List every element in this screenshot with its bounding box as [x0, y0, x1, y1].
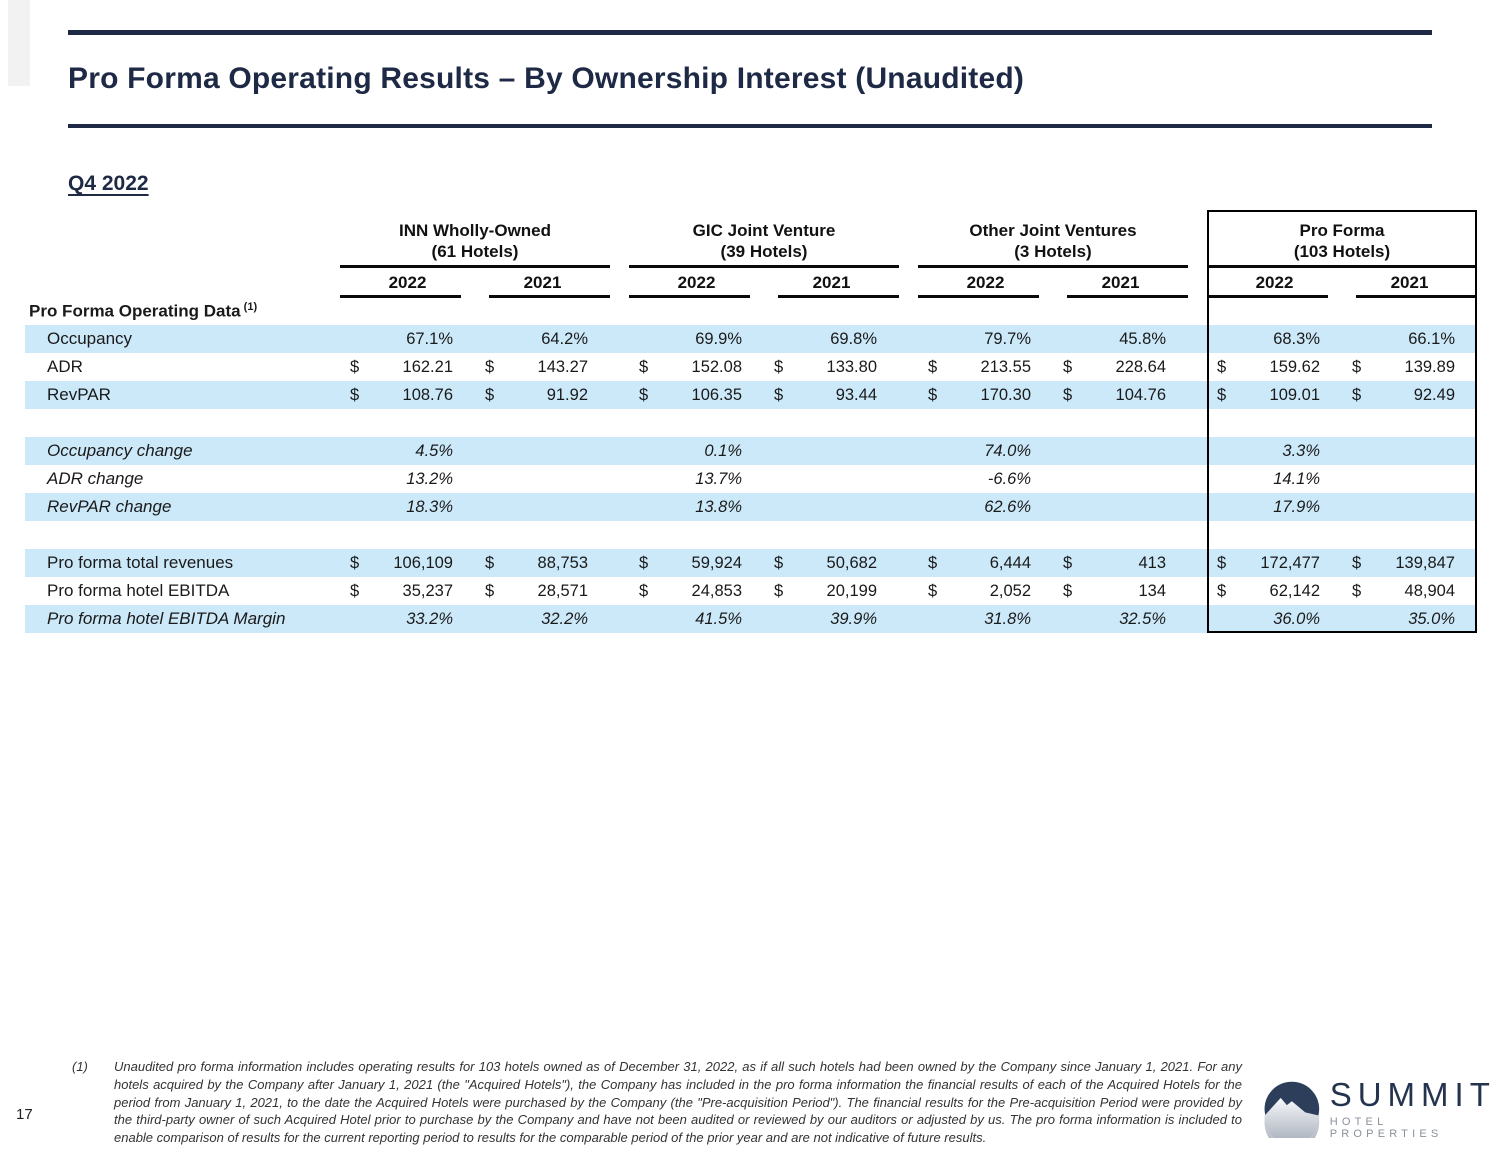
row-label: Occupancy — [47, 329, 133, 348]
group-name: INN Wholly-Owned — [398, 221, 552, 240]
cell-value: 32.5% — [1119, 609, 1166, 628]
cell-value: 35.0% — [1408, 609, 1455, 628]
group-hotel-count: (103 Hotels) — [1293, 242, 1391, 261]
cell-value: 67.1% — [406, 329, 453, 348]
logo-name: SUMMIT — [1329, 1076, 1496, 1113]
year-header — [1207, 268, 1342, 298]
cell-value: 106.35 — [691, 385, 742, 404]
value-cell — [1342, 610, 1477, 629]
cell-value: 24,853 — [691, 581, 742, 600]
currency-symbol: $ — [928, 553, 938, 572]
currency-symbol: $ — [1352, 581, 1362, 600]
value-cell — [764, 358, 899, 377]
value-cell — [1207, 330, 1342, 349]
value-cell — [918, 330, 1053, 349]
value-cell — [340, 554, 475, 573]
footnote-text: Unaudited pro forma information includes operating results for 103 hotels owned as of December 31, 2022, as if all such hotels had been owned by the Company since January 1, 2021. For any hotels acquired by the Company after January 1, 2021 (the "Acquired Hotels"), the Company has included in the pro forma information the financial results of each of the Acquired Hotels for the period from January 1, 2021, to the date the Acquired Hotels were purchased by the Company (the "Pre-acquisition Period"). The financial results for the Pre-acquisition Period were provided by the third-party owner of such Acquired Hotel prior to purchase by the Company and have not been audited or reviewed by our auditors or adjusted by us. The pro forma information is included to enable comparison of results for the current reporting period to results for the comparable period of the prior year and are not indicative of future results. — [114, 1059, 1242, 1146]
value-cell — [1207, 610, 1342, 629]
cell-value: 59,924 — [691, 553, 742, 572]
currency-symbol: $ — [350, 553, 360, 572]
column-group-header — [918, 216, 1188, 268]
table-row — [25, 549, 1477, 577]
cell-value: 134 — [1138, 581, 1166, 600]
corner-accent — [8, 0, 30, 86]
cell-value: 62,142 — [1269, 581, 1320, 600]
year-header — [340, 268, 475, 298]
value-cell — [629, 386, 764, 405]
group-hotel-count: (3 Hotels) — [1014, 242, 1092, 261]
currency-symbol: $ — [1063, 553, 1073, 572]
value-cell — [475, 330, 610, 349]
cell-value: 213.55 — [980, 357, 1031, 376]
value-cell — [918, 498, 1053, 517]
year-header — [1342, 268, 1477, 298]
section-header-row — [25, 298, 1477, 325]
value-cell — [1207, 442, 1342, 461]
page-number: 17 — [16, 1106, 33, 1123]
currency-symbol: $ — [1217, 357, 1227, 376]
period-label: Q4 2022 — [68, 172, 149, 195]
cell-value: 139,847 — [1395, 553, 1455, 572]
title-rule-bottom — [68, 124, 1432, 128]
value-cell — [764, 330, 899, 349]
table-row — [25, 605, 1477, 633]
table-row — [25, 325, 1477, 353]
row-label: RevPAR — [47, 385, 111, 404]
value-cell — [475, 554, 610, 573]
footnote-marker: (1) — [240, 301, 258, 314]
cell-value: 41.5% — [695, 609, 742, 628]
value-cell — [1207, 582, 1342, 601]
value-cell — [1207, 358, 1342, 377]
title-rule-top — [68, 30, 1432, 35]
cell-value: 74.0% — [984, 441, 1031, 460]
cell-value: 28,571 — [537, 581, 588, 600]
value-cell — [340, 610, 475, 629]
row-label: Pro Forma Operating Data $^{(1)}$ — [29, 301, 258, 321]
cell-value: 159.62 — [1269, 357, 1320, 376]
table-row — [25, 577, 1477, 605]
cell-value: 36.0% — [1273, 609, 1320, 628]
value-cell — [1053, 582, 1188, 601]
currency-symbol: $ — [350, 581, 360, 600]
page-title: Pro Forma Operating Results – By Ownership Interest (Unaudited) — [68, 62, 1025, 95]
cell-value: 91.92 — [546, 385, 588, 404]
year-header — [1053, 268, 1188, 298]
table-row — [25, 437, 1477, 465]
value-cell — [340, 470, 475, 489]
group-name: Other Joint Ventures — [969, 221, 1137, 240]
cell-value: 69.9% — [695, 329, 742, 348]
currency-symbol: $ — [350, 385, 360, 404]
currency-symbol: $ — [1352, 553, 1362, 572]
value-cell — [629, 582, 764, 601]
value-cell — [340, 358, 475, 377]
year-header — [764, 268, 899, 298]
value-cell — [629, 610, 764, 629]
value-cell — [918, 610, 1053, 629]
cell-value: 106,109 — [393, 553, 453, 572]
cell-value: -6.6% — [987, 469, 1031, 488]
table-row — [25, 465, 1477, 493]
year-label: 2021 — [523, 273, 562, 292]
row-label: Pro forma total revenues — [47, 553, 234, 572]
column-group-header — [629, 216, 899, 268]
value-cell — [1207, 470, 1342, 489]
value-cell — [1342, 358, 1477, 377]
year-label: 2021 — [812, 273, 851, 292]
value-cell — [475, 610, 610, 629]
row-label: Pro forma hotel EBITDA Margin — [47, 609, 286, 628]
value-cell — [918, 442, 1053, 461]
value-cell — [918, 386, 1053, 405]
cell-value: 92.49 — [1413, 385, 1455, 404]
cell-value: 133.80 — [826, 357, 877, 376]
row-label: RevPAR change — [47, 497, 172, 516]
year-label: 2021 — [1390, 273, 1429, 292]
cell-value: 108.76 — [402, 385, 453, 404]
row-label: Occupancy change — [47, 441, 193, 460]
currency-symbol: $ — [485, 357, 495, 376]
currency-symbol: $ — [1217, 553, 1227, 572]
row-label: Pro forma hotel EBITDA — [47, 581, 230, 600]
value-cell — [1053, 610, 1188, 629]
value-cell — [1207, 498, 1342, 517]
logo-text — [1330, 1078, 1500, 1140]
value-cell — [764, 610, 899, 629]
logo-tagline: HOTEL PROPERTIES — [1329, 1116, 1443, 1140]
cell-value: 6,444 — [989, 553, 1031, 572]
summit-mountain-icon — [1264, 1080, 1320, 1138]
cell-value: 68.3% — [1273, 329, 1320, 348]
cell-value: 79.7% — [984, 329, 1031, 348]
currency-symbol: $ — [774, 357, 784, 376]
year-header — [475, 268, 610, 298]
value-cell — [918, 554, 1053, 573]
currency-symbol: $ — [928, 357, 938, 376]
value-cell — [1053, 358, 1188, 377]
currency-symbol: $ — [639, 385, 649, 404]
value-cell — [475, 386, 610, 405]
cell-value: 139.89 — [1404, 357, 1455, 376]
cell-value: 64.2% — [541, 329, 588, 348]
value-cell — [629, 498, 764, 517]
cell-value: 35,237 — [402, 581, 453, 600]
table-header — [25, 210, 1477, 298]
value-cell — [475, 358, 610, 377]
value-cell — [764, 582, 899, 601]
year-header — [918, 268, 1053, 298]
year-label: 2022 — [1255, 273, 1294, 292]
currency-symbol: $ — [1063, 581, 1073, 600]
table-row — [25, 381, 1477, 409]
cell-value: 413 — [1138, 553, 1166, 572]
summit-logo — [1264, 1078, 1500, 1140]
cell-value: 17.9% — [1273, 497, 1320, 516]
spacer-row — [25, 521, 1477, 549]
value-cell — [918, 582, 1053, 601]
value-cell — [340, 330, 475, 349]
value-cell — [1342, 330, 1477, 349]
cell-value: 2,052 — [989, 581, 1031, 600]
value-cell — [1342, 582, 1477, 601]
value-cell — [340, 386, 475, 405]
value-cell — [629, 330, 764, 349]
value-cell — [1207, 386, 1342, 405]
cell-value: 33.2% — [406, 609, 453, 628]
operating-results-table — [25, 210, 1477, 633]
value-cell — [1207, 554, 1342, 573]
value-cell — [340, 582, 475, 601]
value-cell — [340, 498, 475, 517]
year-label: 2021 — [1101, 273, 1140, 292]
cell-value: 62.6% — [984, 497, 1031, 516]
value-cell — [629, 358, 764, 377]
value-cell — [918, 358, 1053, 377]
footnote — [72, 1058, 1242, 1147]
currency-symbol: $ — [639, 581, 649, 600]
cell-value: 48,904 — [1404, 581, 1455, 600]
value-cell — [629, 442, 764, 461]
row-label: ADR — [47, 357, 83, 376]
year-label: 2022 — [677, 273, 716, 292]
currency-symbol: $ — [1217, 581, 1227, 600]
currency-symbol: $ — [485, 553, 495, 572]
cell-value: 32.2% — [541, 609, 588, 628]
cell-value: 162.21 — [402, 357, 453, 376]
value-cell — [1342, 554, 1477, 573]
group-hotel-count: (61 Hotels) — [431, 242, 519, 261]
group-name: Pro Forma — [1299, 221, 1385, 240]
currency-symbol: $ — [1063, 357, 1073, 376]
value-cell — [475, 582, 610, 601]
currency-symbol: $ — [1352, 385, 1362, 404]
currency-symbol: $ — [1352, 357, 1362, 376]
group-name: GIC Joint Venture — [692, 221, 836, 240]
spacer-row — [25, 409, 1477, 437]
cell-value: 0.1% — [704, 441, 742, 460]
value-cell — [1342, 386, 1477, 405]
cell-value: 170.30 — [980, 385, 1031, 404]
cell-value: 66.1% — [1408, 329, 1455, 348]
cell-value: 69.8% — [830, 329, 877, 348]
value-cell — [340, 442, 475, 461]
cell-value: 143.27 — [537, 357, 588, 376]
value-cell — [1053, 386, 1188, 405]
year-header — [629, 268, 764, 298]
cell-value: 104.76 — [1115, 385, 1166, 404]
cell-value: 13.7% — [695, 469, 742, 488]
cell-value: 50,682 — [826, 553, 877, 572]
value-cell — [764, 386, 899, 405]
value-cell — [1053, 330, 1188, 349]
footnote-ref: (1) — [72, 1059, 88, 1074]
currency-symbol: $ — [774, 553, 784, 572]
cell-value: 228.64 — [1115, 357, 1166, 376]
value-cell — [1053, 554, 1188, 573]
cell-value: 39.9% — [830, 609, 877, 628]
column-group-header — [1207, 216, 1477, 268]
cell-value: 13.8% — [695, 497, 742, 516]
currency-symbol: $ — [928, 385, 938, 404]
currency-symbol: $ — [485, 581, 495, 600]
year-label: 2022 — [966, 273, 1005, 292]
cell-value: 93.44 — [835, 385, 877, 404]
cell-value: 4.5% — [415, 441, 453, 460]
currency-symbol: $ — [639, 553, 649, 572]
cell-value: 18.3% — [406, 497, 453, 516]
value-cell — [629, 554, 764, 573]
table-row — [25, 493, 1477, 521]
value-cell — [918, 470, 1053, 489]
cell-value: 152.08 — [691, 357, 742, 376]
currency-symbol: $ — [350, 357, 360, 376]
currency-symbol: $ — [928, 581, 938, 600]
cell-value: 172,477 — [1260, 553, 1320, 572]
cell-value: 14.1% — [1273, 469, 1320, 488]
group-hotel-count: (39 Hotels) — [720, 242, 808, 261]
row-label: ADR change — [47, 469, 144, 488]
year-label: 2022 — [388, 273, 427, 292]
value-cell — [764, 554, 899, 573]
value-cell — [629, 470, 764, 489]
currency-symbol: $ — [1217, 385, 1227, 404]
column-group-header — [340, 216, 610, 268]
currency-symbol: $ — [774, 385, 784, 404]
currency-symbol: $ — [639, 357, 649, 376]
table-row — [25, 353, 1477, 381]
table-body — [25, 298, 1477, 633]
cell-value: 13.2% — [406, 469, 453, 488]
currency-symbol: $ — [485, 385, 495, 404]
cell-value: 3.3% — [1282, 441, 1320, 460]
currency-symbol: $ — [774, 581, 784, 600]
cell-value: 45.8% — [1119, 329, 1166, 348]
cell-value: 20,199 — [826, 581, 877, 600]
cell-value: 88,753 — [537, 553, 588, 572]
cell-value: 109.01 — [1269, 385, 1320, 404]
currency-symbol: $ — [1063, 385, 1073, 404]
cell-value: 31.8% — [984, 609, 1031, 628]
